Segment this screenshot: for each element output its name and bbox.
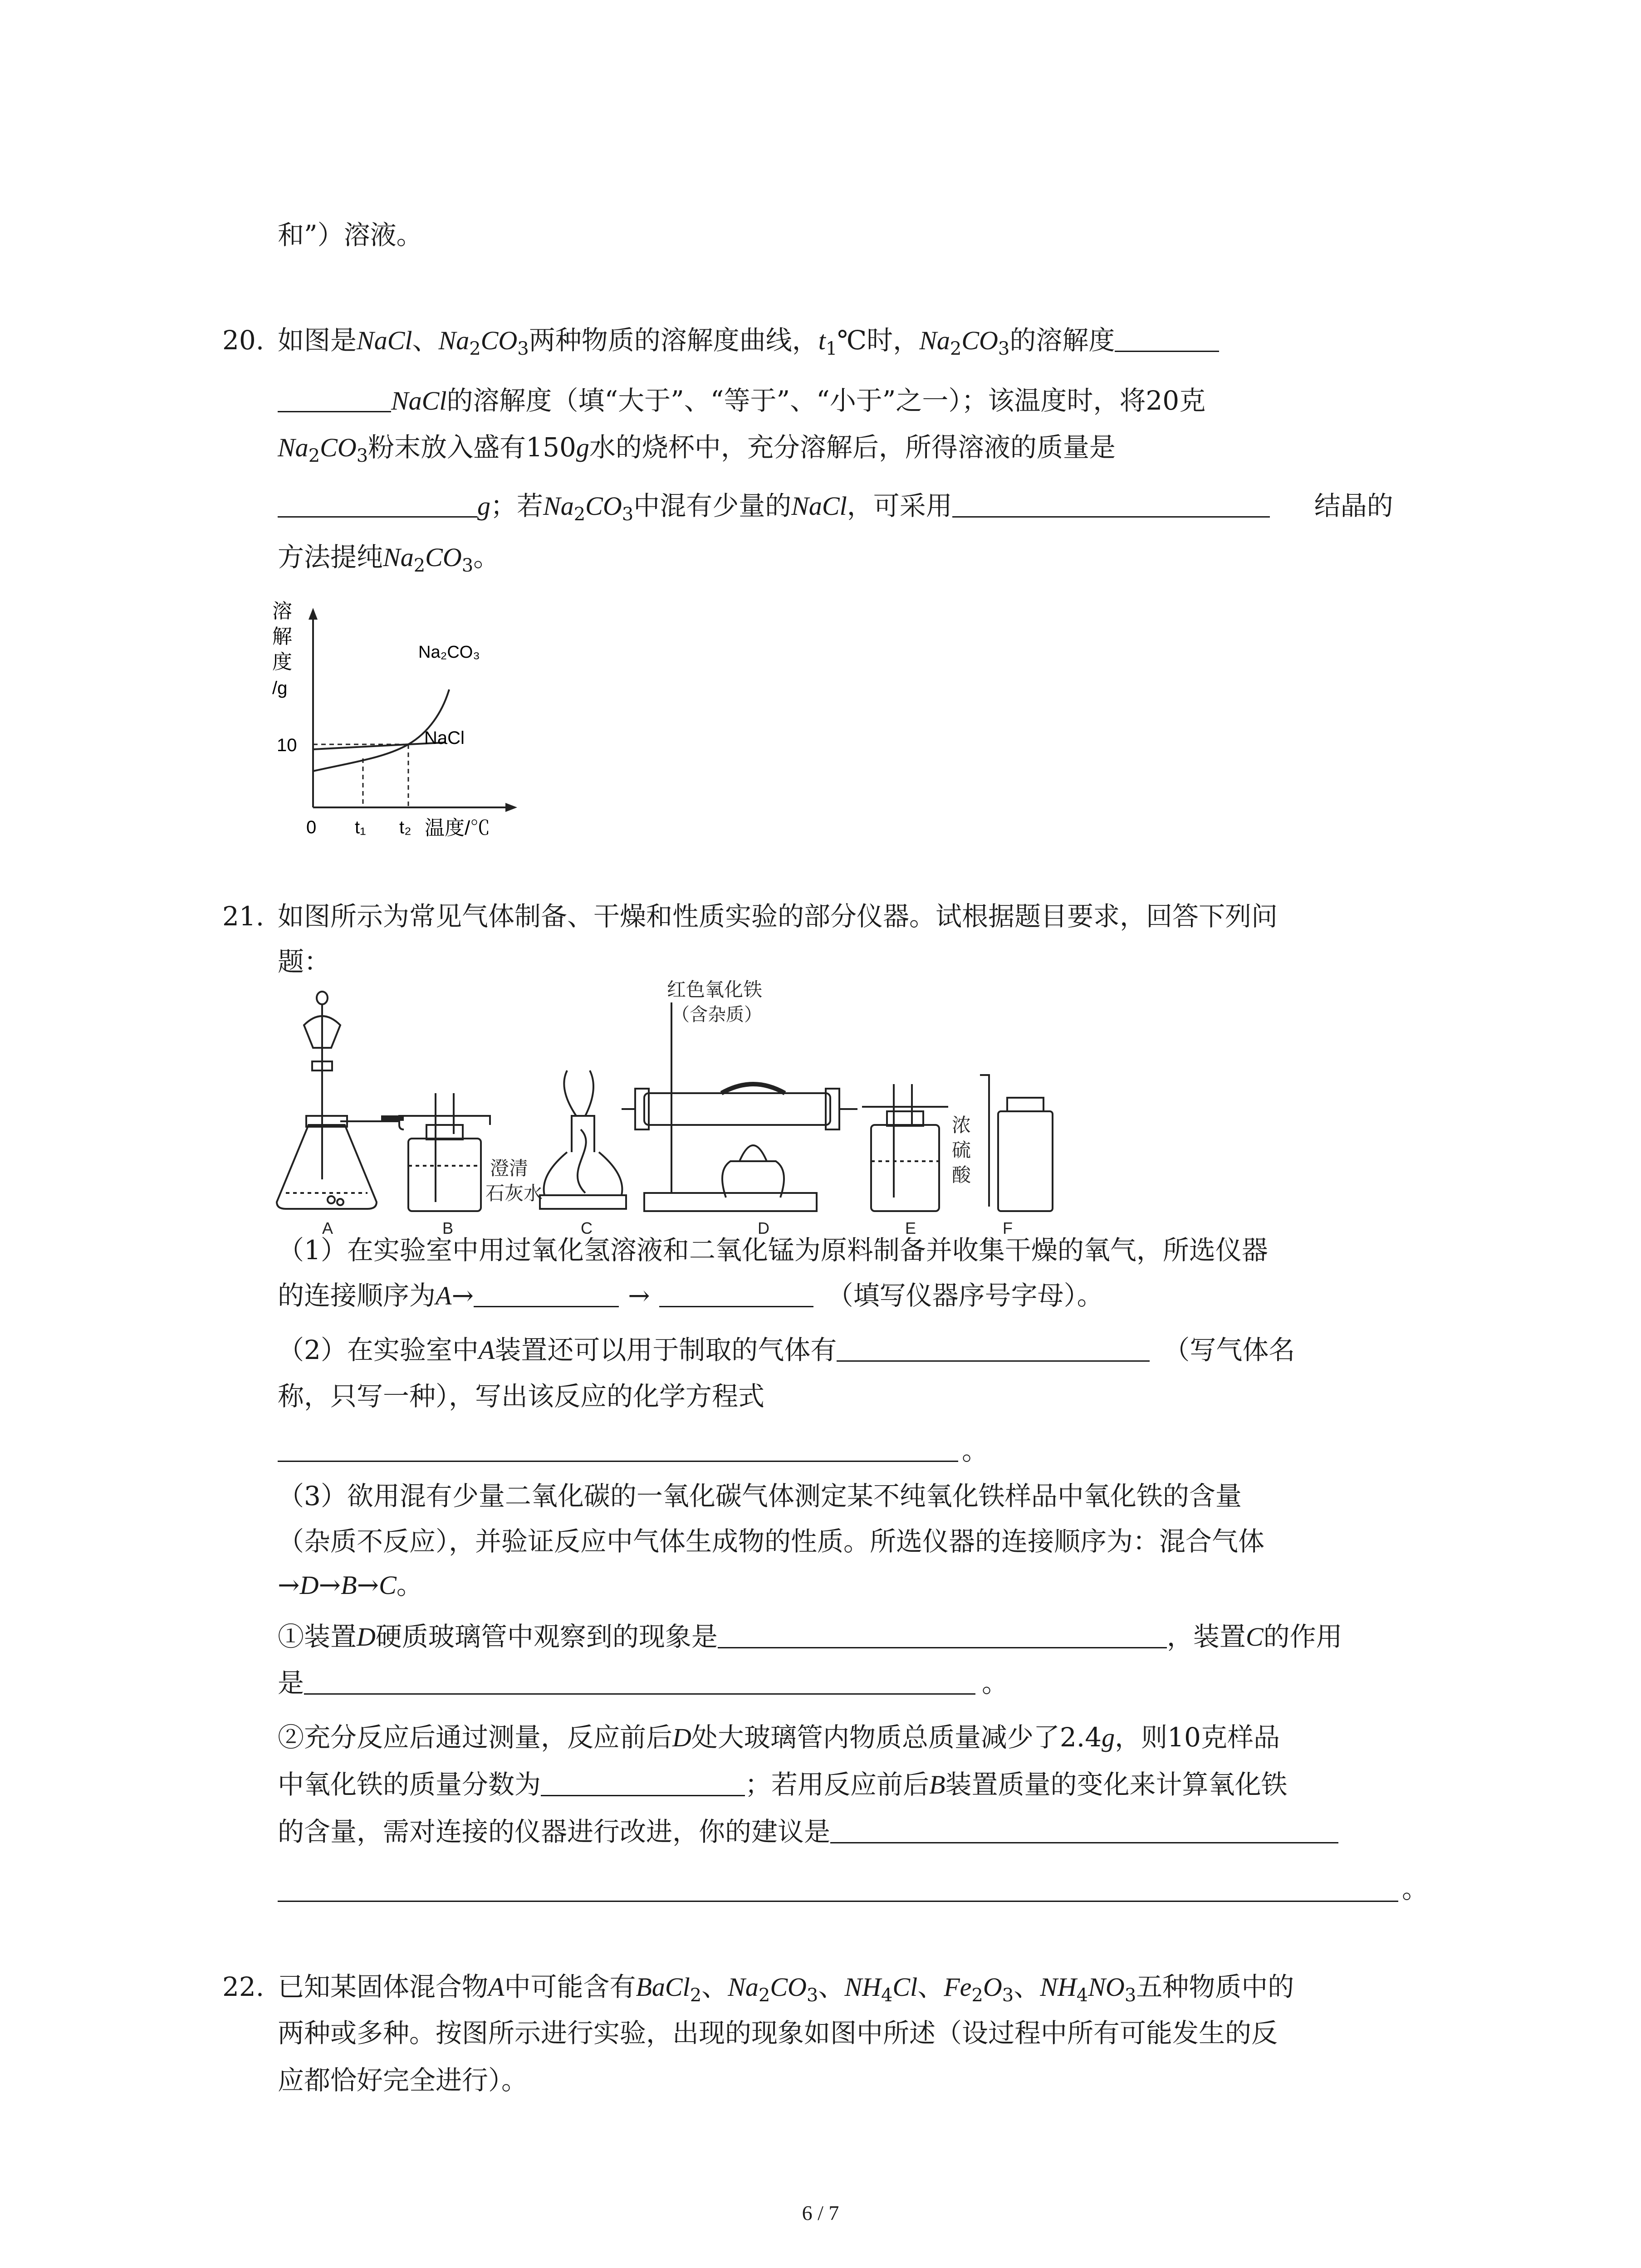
x-tick-0: 0 xyxy=(306,817,317,837)
q21-part1-line-2: 的连接顺序为A→ → （填写仪器序号字母）。 xyxy=(278,1280,1103,1311)
label-c: C xyxy=(581,1219,593,1234)
apparatus-c xyxy=(540,1070,626,1209)
y-axis-label-1: 溶 xyxy=(272,600,292,622)
apparatus-b xyxy=(399,1093,490,1211)
b-label-line1: 澄清 xyxy=(490,1158,529,1179)
series-na2co3-label: Na₂CO₃ xyxy=(418,643,480,662)
d-label-line1: 红色氧化铁 xyxy=(667,980,763,1000)
label-d: D xyxy=(758,1219,769,1234)
q22-line-2: 两种或多种。按图所示进行实验，出现的现象如图中所述（设过程中所有可能发生的反 xyxy=(278,2018,1278,2048)
q21-part3-line-3: →D→B→C。 xyxy=(278,1569,423,1600)
y-tick-10: 10 xyxy=(277,735,297,755)
q20-line-2: NaCl的溶解度（填“大于”、“等于”、“小于”之一）；该温度时，将20克 xyxy=(278,383,1205,418)
e-label-3: 酸 xyxy=(952,1164,971,1186)
q21-line-1: 如图所示为常见气体制备、干燥和性质实验的部分仪器。试根据题目要求，回答下列问 xyxy=(278,901,1278,932)
label-f: F xyxy=(1003,1219,1013,1234)
apparatus-f xyxy=(980,1075,1053,1211)
e-label-1: 浓 xyxy=(952,1114,971,1136)
q20-line-3: $Na_2CO_3$粉末放入盛有150g水的烧杯中，充分溶解后，所得溶液的质量是 xyxy=(278,432,1116,466)
y-axis-label-2: 解 xyxy=(272,626,292,648)
q21-sub2-period: 。 xyxy=(1402,1873,1429,1904)
y-axis-arrow xyxy=(309,608,318,620)
q21-line-2: 题： xyxy=(278,946,331,977)
page-number: 6 / 7 xyxy=(802,2201,839,2224)
q20-line-5: 方法提纯$Na_2CO_3$。 xyxy=(278,542,500,576)
q21-part2-line-2: 称，只写一种），写出该反应的化学方程式 xyxy=(278,1381,765,1412)
q21-sub1-line-2: 是 。 xyxy=(278,1667,1009,1698)
label-e: E xyxy=(905,1219,916,1234)
q22-line-3: 应都恰好完全进行）。 xyxy=(278,2065,528,2096)
q22-number: 22. xyxy=(222,1971,265,2002)
q21-part1-line-1: （1）在实验室中用过氧化氢溶液和二氧化锰为原料制备并收集干燥的氧气，所选仪器 xyxy=(278,1235,1268,1266)
x-tick-t1: t₁ xyxy=(355,817,366,837)
answer-blank-8[interactable] xyxy=(718,1621,1167,1648)
series-nacl-label: NaCl xyxy=(424,728,465,748)
answer-blank-11[interactable] xyxy=(830,1816,1338,1843)
answer-blank-7[interactable] xyxy=(278,1461,958,1462)
q21-sub2-line-1: ②充分反应后通过测量，反应前后D处大玻璃管内物质总质量减少了2.4g，则10克样品 xyxy=(278,1722,1280,1753)
carryover-text: 和”）溶液。 xyxy=(278,220,423,250)
answer-blank-1b[interactable] xyxy=(278,385,391,412)
q21-part3-line-1: （3）欲用混有少量二氧化碳的一氧化碳气体测定某不纯氧化铁样品中氧化铁的含量 xyxy=(278,1481,1242,1511)
answer-blank-2[interactable] xyxy=(278,490,477,518)
answer-blank-5[interactable] xyxy=(659,1280,813,1307)
label-b: B xyxy=(442,1219,454,1234)
answer-blank-6[interactable] xyxy=(837,1334,1150,1362)
y-axis-label-3: 度 xyxy=(272,651,292,673)
x-axis-label: 温度/℃ xyxy=(425,817,490,839)
x-axis-arrow xyxy=(505,803,517,812)
answer-blank-1[interactable] xyxy=(1115,324,1219,352)
q21-part3-line-2: （杂质不反应），并验证反应中气体生成物的性质。所选仪器的连接顺序为：混合气体 xyxy=(278,1526,1265,1557)
solubility-chart xyxy=(272,590,526,844)
x-tick-t2: t₂ xyxy=(399,817,411,837)
apparatus-a xyxy=(277,992,404,1209)
q22-line-1: 已知某固体混合物A中可能含有BaCl$_2$、$Na_2CO_3$、$NH_4Cl$、$Fe_2O_3$、$NH_4NO_3$五种物质中的 xyxy=(278,1971,1294,2006)
apparatus-e xyxy=(862,1084,948,1211)
answer-blank-4[interactable] xyxy=(474,1280,619,1307)
q21-sub2-line-2: 中氧化铁的质量分数为 ；若用反应前后B装置质量的变化来计算氧化铁 xyxy=(278,1769,1288,1800)
apparatus-d xyxy=(622,1002,857,1211)
q20-number: 20. xyxy=(222,325,265,356)
label-a: A xyxy=(322,1219,333,1234)
b-label-line2: 石灰水 xyxy=(485,1183,543,1204)
e-label-2: 硫 xyxy=(952,1139,971,1161)
q20-line-4: g；若$Na_2CO_3$中混有少量的NaCl，可采用 结晶的 xyxy=(278,489,1393,523)
answer-blank-10[interactable] xyxy=(541,1769,745,1796)
d-label-line2: （含杂质） xyxy=(671,1005,762,1025)
q20-line-1: 如图是NaCl、$Na_2CO_3$两种物质的溶解度曲线，$t_1℃$时，$Na_2CO_3$的溶解度 xyxy=(278,323,1219,358)
answer-blank-9[interactable] xyxy=(304,1667,975,1695)
answer-blank-3[interactable] xyxy=(952,490,1270,518)
q21-part2-line-1: （2）在实验室中A装置还可以用于制取的气体有 （写气体名 xyxy=(278,1334,1295,1365)
q21-number: 21. xyxy=(222,901,265,932)
apparatus-figure xyxy=(272,980,1234,1234)
answer-blank-12[interactable] xyxy=(278,1901,1398,1902)
y-axis-label-4: /g xyxy=(272,678,288,698)
q21-sub2-line-3: 的含量，需对连接的仪器进行改进，你的建议是 xyxy=(278,1814,1338,1849)
q21-sub1-line-1: ①装置D硬质玻璃管中观察到的现象是 ，装置C的作用 xyxy=(278,1621,1342,1652)
q21-part2-period: 。 xyxy=(962,1435,989,1466)
